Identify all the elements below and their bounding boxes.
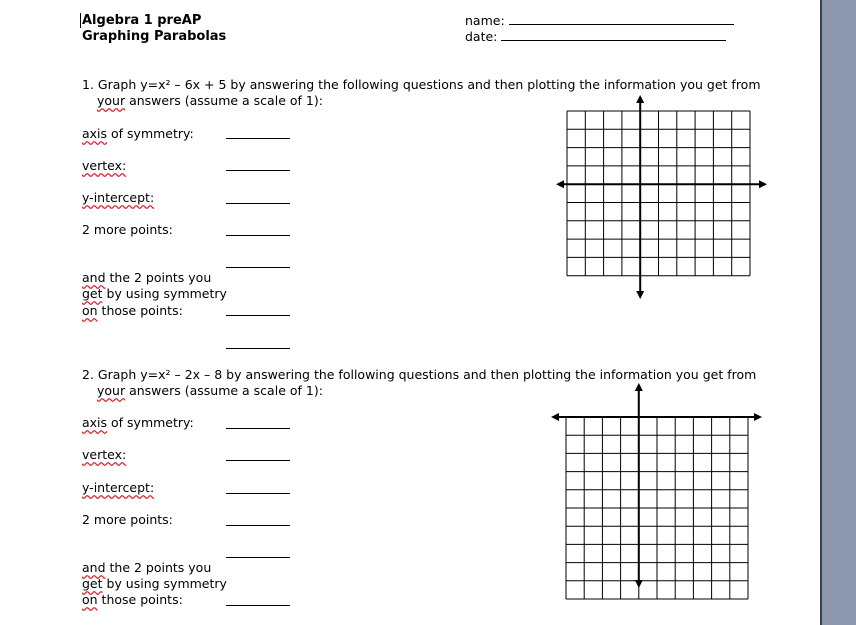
problem-number: 2. (82, 367, 94, 382)
y-intercept-label: y-intercept: (82, 480, 155, 495)
problem-1-prompt-line2: your answers (assume a scale of 1): (97, 93, 323, 108)
axis-of-symmetry-label: axis of symmetry: (82, 415, 194, 430)
date-label: date: (465, 29, 498, 44)
symmetry-points-label: and the 2 points you (82, 560, 212, 575)
x-axis-arrow-left (551, 413, 559, 421)
worksheet-title: Algebra 1 preAP (82, 13, 202, 28)
more-points-label: 2 more points: (82, 222, 173, 237)
x-axis-arrow-right (754, 413, 762, 421)
problem-2-prompt: 2. Graph y=x² – 2x – 8 by answering the following questions and then plotting the information you get from (82, 367, 757, 382)
symmetry-points-label: and the 2 points you (82, 270, 212, 285)
worksheet-subtitle: Graphing Parabolas (82, 29, 227, 44)
more-points-label: 2 more points: (82, 512, 173, 527)
name-label: name: (465, 13, 505, 28)
problem-2-prompt-line2: your answers (assume a scale of 1): (97, 383, 323, 398)
symmetry-points-label-line2: get by using symmetry (82, 286, 227, 301)
vertex-label: vertex: (82, 447, 127, 462)
y-intercept-label: y-intercept: (82, 190, 155, 205)
y-axis-arrow-up (635, 383, 643, 391)
axis-of-symmetry-label: axis of symmetry: (82, 126, 194, 141)
symmetry-points-label-line2: get by using symmetry (82, 576, 227, 591)
symmetry-points-label-line3: on those points: (82, 303, 183, 318)
problem-1-prompt: 1. Graph y=x² – 6x + 5 by answering the following questions and then plotting the information you get from (82, 77, 761, 92)
symmetry-points-label-line3: on those points: (82, 592, 183, 607)
y-axis-arrow-down (635, 580, 643, 588)
vertex-label: vertex: (82, 158, 127, 173)
window-side-panel (820, 0, 856, 625)
problem-number: 1. (82, 77, 94, 92)
